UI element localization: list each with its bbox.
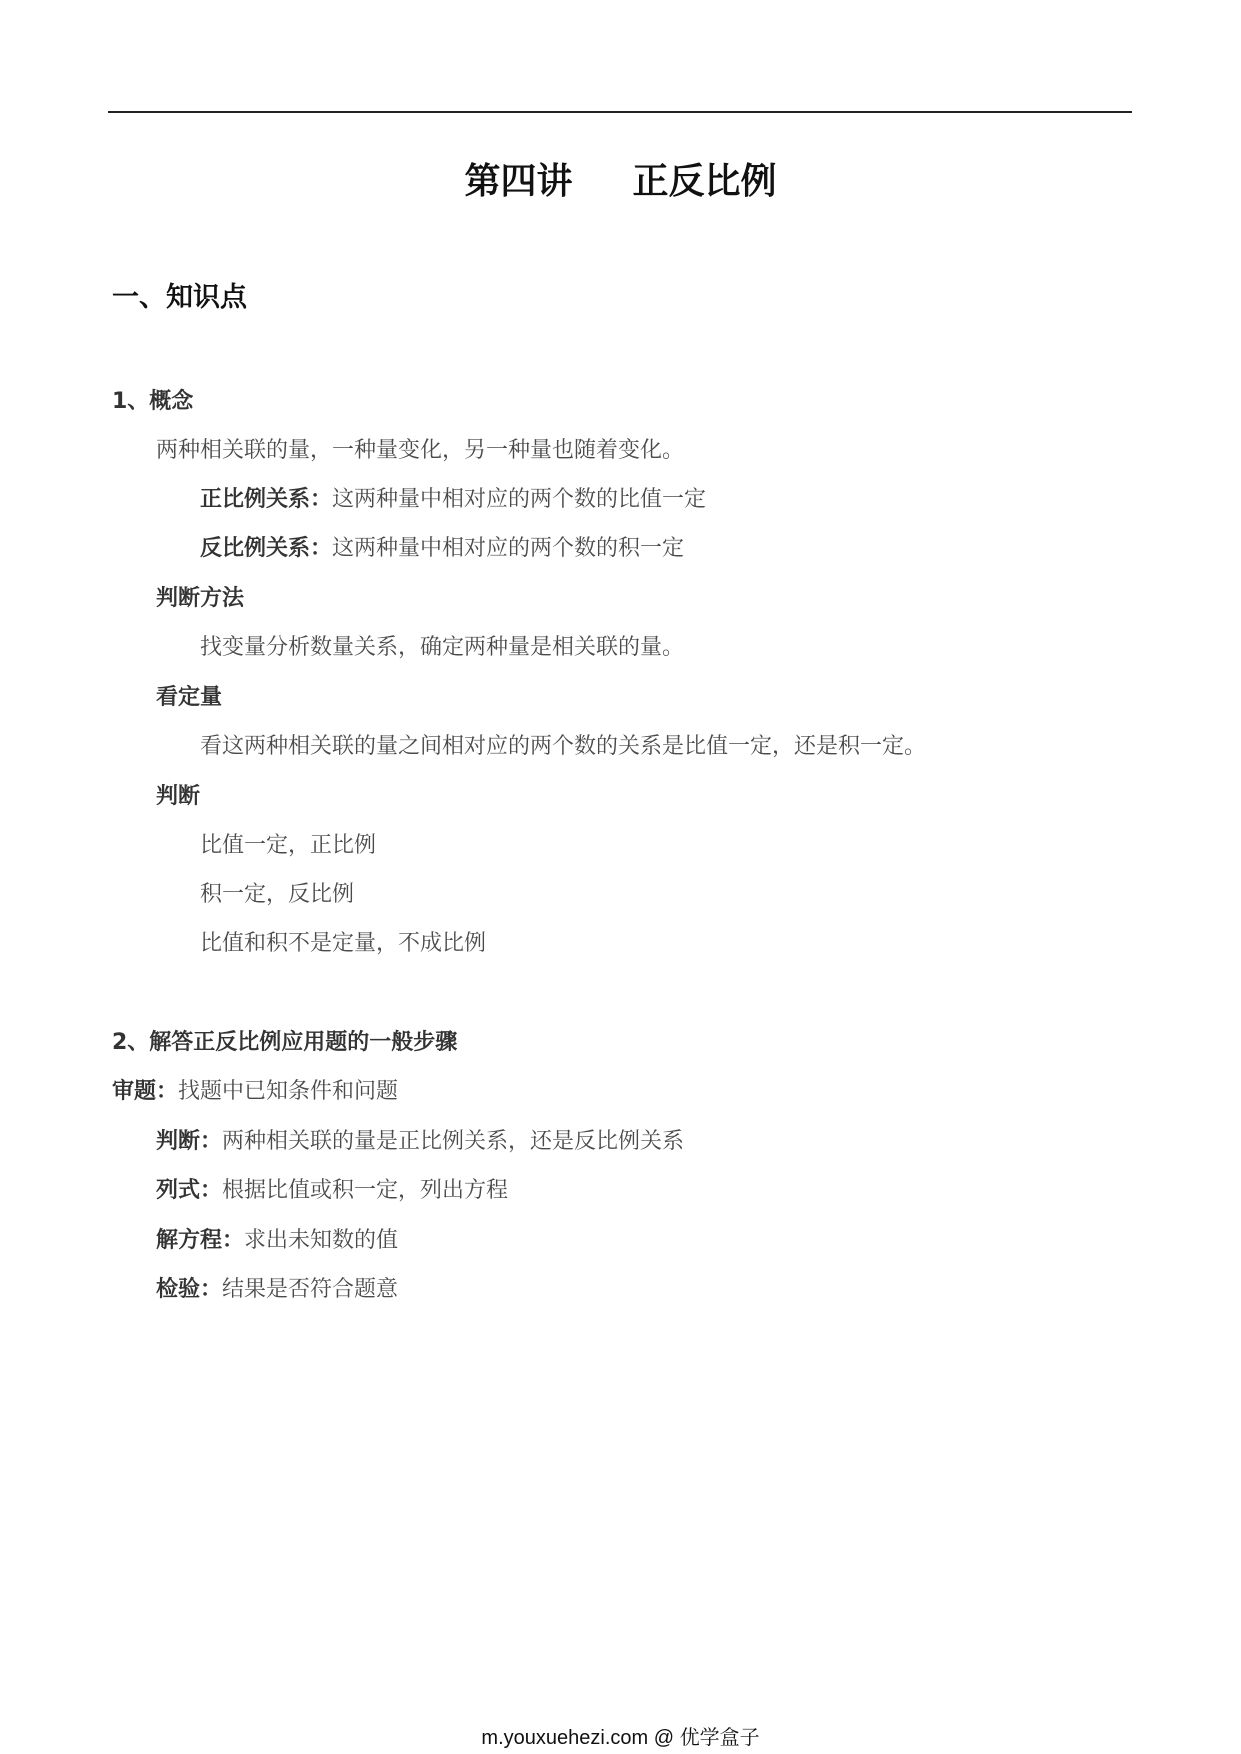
step-item — [156, 1273, 398, 1307]
inverse-proportion-label: 反比例关系： — [200, 536, 333, 561]
judge-item: 积一定，反比例 — [200, 882, 355, 907]
judge-heading: 判断 — [156, 784, 201, 809]
direct-proportion-text: 这两种量中相对应的两个数的比值一定 — [332, 487, 707, 512]
inverse-proportion-line — [200, 532, 684, 566]
direct-proportion-line — [200, 483, 706, 517]
concept-heading: 1、概念 — [112, 389, 194, 414]
page-title-lecture: 第四讲 — [464, 160, 573, 202]
judge-item: 比值和积不是定量，不成比例 — [200, 931, 487, 956]
fixed-quantity-text: 看这两种相关联的量之间相对应的两个数的关系是比值一定，还是积一定。 — [200, 734, 927, 759]
judge-item: 比值一定，正比例 — [200, 833, 377, 858]
step-label: 列式： — [156, 1178, 223, 1203]
step-item — [156, 1174, 508, 1208]
step-item — [112, 1075, 398, 1109]
page-title — [0, 156, 1241, 206]
method-heading: 判断方法 — [156, 586, 245, 611]
step-item — [156, 1125, 684, 1159]
method-text: 找变量分析数量关系，确定两种量是相关联的量。 — [200, 635, 685, 660]
fixed-quantity-heading: 看定量 — [156, 685, 223, 710]
steps-heading: 2、解答正反比例应用题的一般步骤 — [112, 1030, 458, 1055]
direct-proportion-label: 正比例关系： — [200, 487, 333, 512]
concept-intro: 两种相关联的量，一种量变化，另一种量也随着变化。 — [156, 438, 685, 463]
page-title-topic: 正反比例 — [632, 160, 777, 202]
step-label: 解方程： — [156, 1228, 245, 1253]
step-label: 判断： — [156, 1129, 223, 1154]
section-heading-knowledge: 一、知识点 — [112, 282, 247, 313]
header-rule — [108, 111, 1132, 113]
step-text: 求出未知数的值 — [244, 1228, 399, 1253]
step-text: 找题中已知条件和问题 — [178, 1079, 399, 1104]
step-label: 审题： — [112, 1079, 179, 1104]
step-text: 根据比值或积一定，列出方程 — [222, 1178, 509, 1203]
step-text: 结果是否符合题意 — [222, 1277, 399, 1302]
step-label: 检验： — [156, 1277, 223, 1302]
step-text: 两种相关联的量是正比例关系，还是反比例关系 — [222, 1129, 685, 1154]
inverse-proportion-text: 这两种量中相对应的两个数的积一定 — [332, 536, 685, 561]
footer-watermark: m.youxuehezi.com @ 优学盒子 — [481, 1727, 760, 1749]
step-item — [156, 1224, 398, 1258]
